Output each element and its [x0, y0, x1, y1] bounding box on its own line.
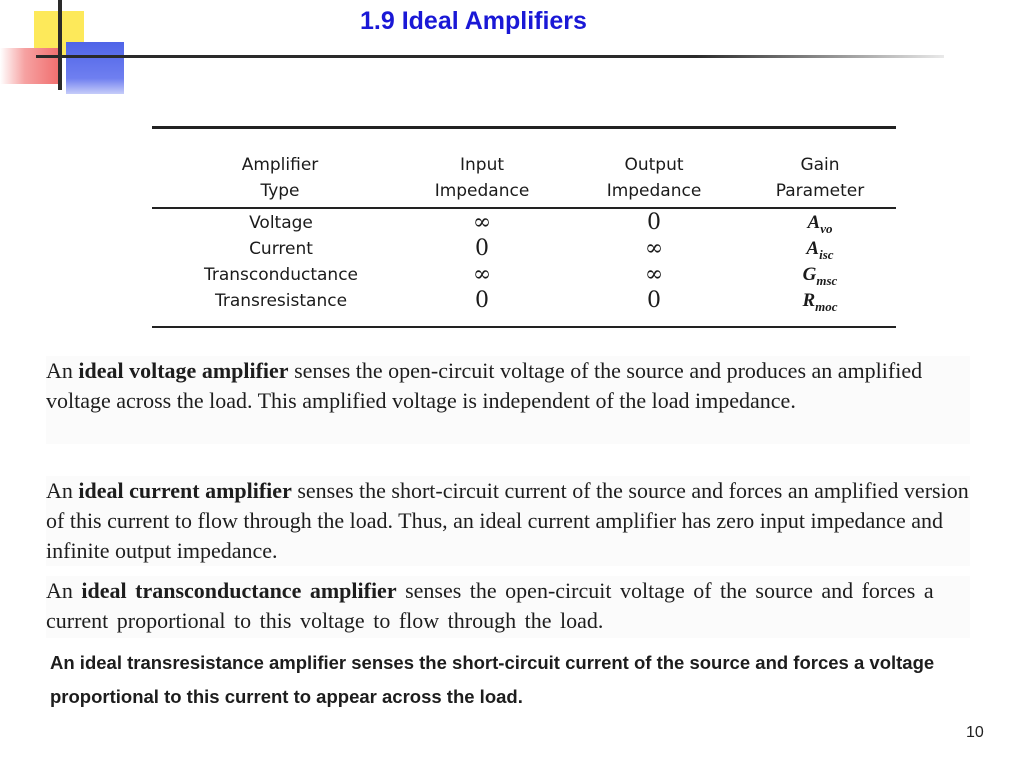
cell-input: ∞ [472, 210, 492, 235]
paragraph-transresistance-amplifier: An ideal transresistance amplifier senses the short-circuit current of the source and forces a voltage proportional to this current to appear across the load. [50, 652, 935, 707]
title-underline [36, 55, 696, 58]
cell-type: Voltage [249, 213, 313, 233]
title-underline-fade [696, 55, 944, 58]
cell-input: 0 [475, 288, 489, 313]
amplifier-table [150, 126, 898, 330]
gain-subscript: vo [820, 220, 833, 236]
paragraph-body: senses the open-circuit voltage of the source and produces an amplified voltage across the load. This amplified voltage is independent of the load impedance. [46, 358, 923, 413]
paragraph-current-amplifier [46, 476, 970, 566]
slide-title: 1.9 Ideal Amplifiers [360, 7, 587, 35]
cell-type: Transconductance [203, 265, 359, 285]
term-ideal-transconductance-amplifier: ideal transconductance amplifier [81, 578, 397, 603]
term-ideal-current-amplifier: ideal current amplifier [78, 478, 292, 503]
term-ideal-voltage-amplifier: ideal voltage amplifier [78, 358, 289, 383]
header-gain-parameter [750, 152, 890, 204]
cell-output: 0 [647, 288, 661, 313]
cell-output: 0 [647, 210, 661, 235]
gain-subscript: msc [816, 272, 838, 288]
header-output-impedance [584, 152, 724, 204]
header-input-line1: Input [459, 155, 505, 175]
header-input-impedance [412, 152, 552, 204]
gain-symbol: A [807, 212, 821, 233]
paragraph-body: senses the open-circuit voltage of the source and forces a current proportional to this voltage to flow through the load. [46, 578, 934, 633]
gain-symbol: A [806, 238, 820, 259]
gain-symbol: G [802, 264, 817, 285]
table-row [150, 210, 898, 236]
header-output-line1: Output [624, 155, 684, 175]
paragraph-transconductance-amplifier [46, 576, 970, 638]
paragraph-prefix: An [46, 358, 79, 383]
cell-output: ∞ [644, 236, 664, 261]
cell-gain [750, 288, 890, 320]
gain-subscript: isc [819, 246, 834, 262]
header-type-line2: Type [260, 181, 300, 201]
header-output-line2: Impedance [606, 181, 702, 201]
paragraph-voltage-amplifier [46, 356, 970, 444]
table-bottom-rule [152, 326, 896, 328]
header-amplifier-type [190, 152, 370, 204]
paragraph-prefix: An [46, 578, 82, 603]
decor-red-square [0, 48, 62, 84]
cell-output: ∞ [644, 262, 664, 287]
gain-symbol: R [802, 290, 816, 311]
decor-blue-square [66, 42, 124, 94]
cell-input: 0 [475, 236, 489, 261]
table-row [150, 288, 898, 314]
page-number: 10 [966, 724, 984, 741]
cell-type: Transresistance [214, 291, 348, 311]
table-row [150, 262, 898, 288]
gain-subscript: moc [815, 298, 838, 314]
paragraph-prefix: An [46, 478, 79, 503]
header-input-line2: Impedance [434, 181, 530, 201]
table-row [150, 236, 898, 262]
header-type-line1: Amplifier [241, 155, 319, 175]
table-header-rule [152, 207, 896, 209]
cell-input: ∞ [472, 262, 492, 287]
header-gain-line1: Gain [800, 155, 840, 175]
cell-type: Current [249, 239, 313, 259]
decor-vertical-line [58, 0, 62, 90]
table-top-rule [152, 126, 896, 129]
paragraph-body: senses the short-circuit current of the source and forces an amplified version of this current to flow through the load. Thus, an ideal current amplifier has zero input impedance and infinite output impedance. [46, 478, 969, 563]
header-gain-line2: Parameter [775, 181, 865, 201]
